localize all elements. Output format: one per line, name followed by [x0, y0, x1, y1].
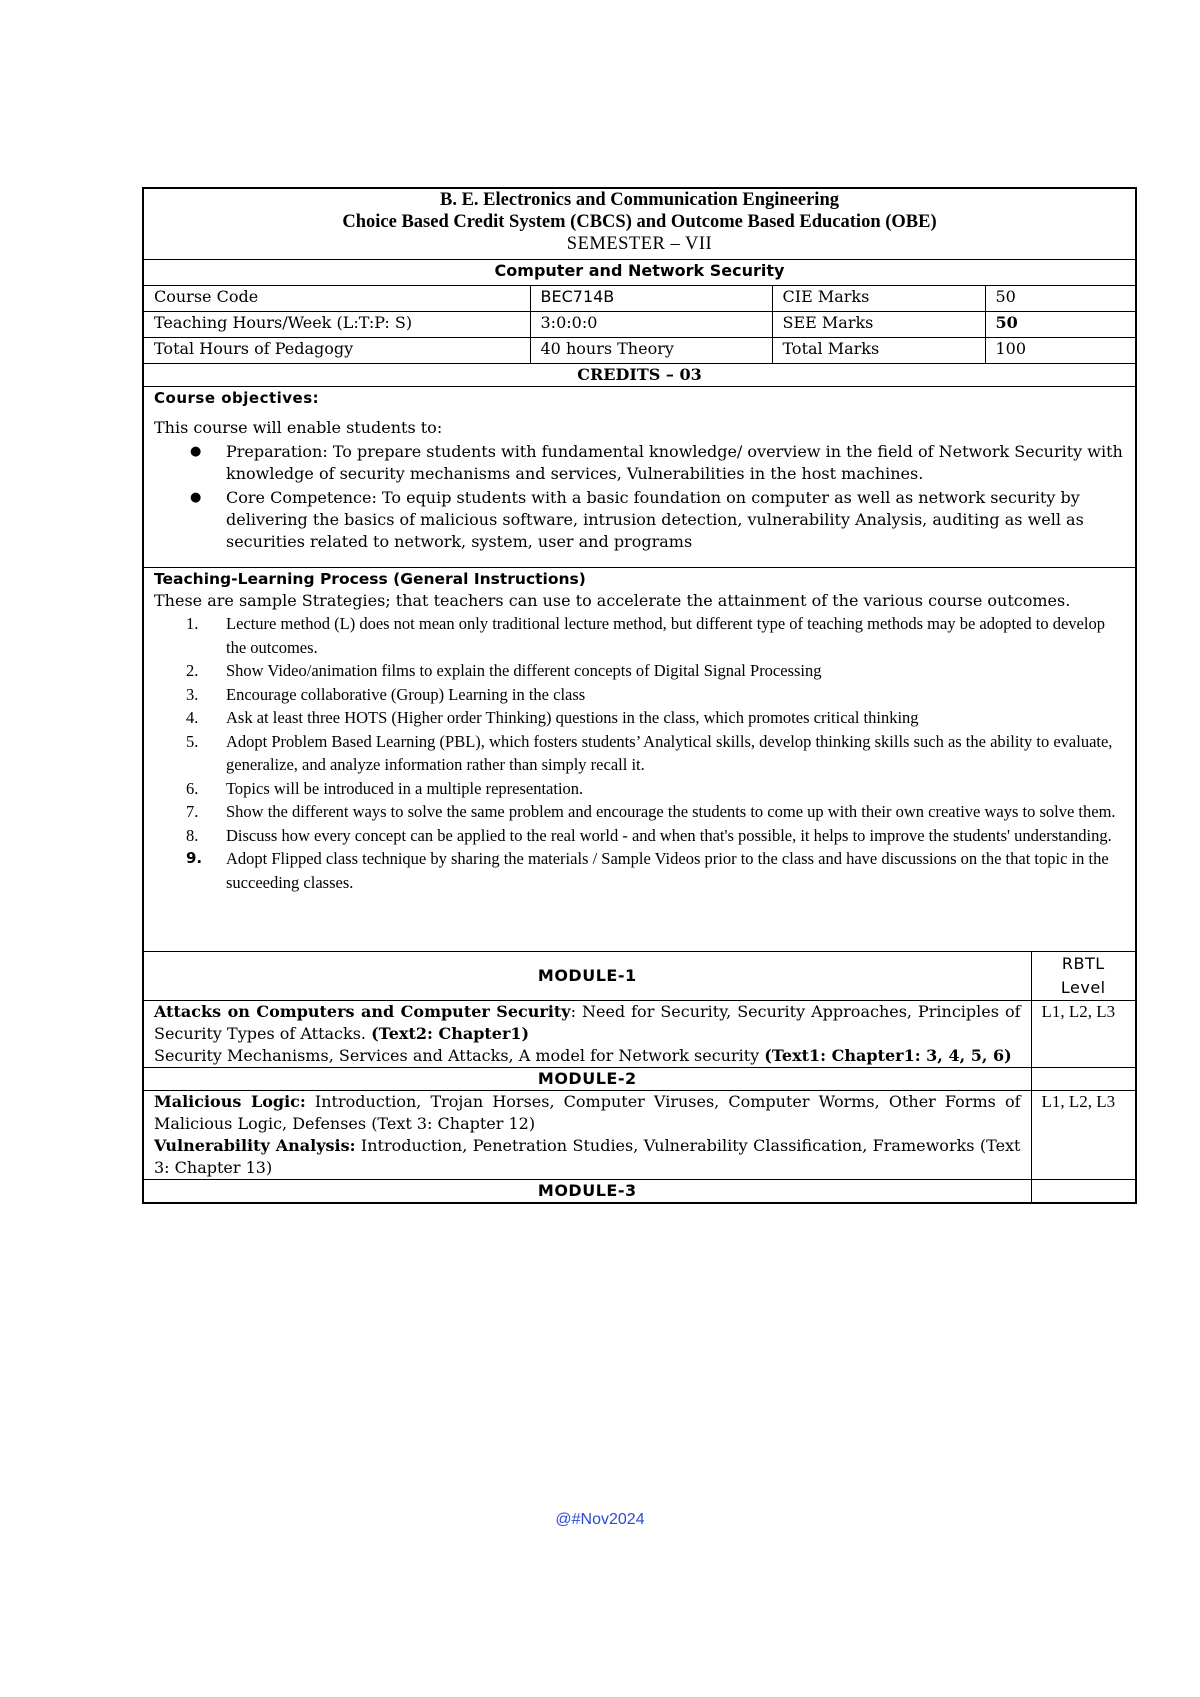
info-value2: 50 — [985, 286, 1136, 312]
item-text: Adopt Flipped class technique by sharing the materials / Sample Videos prior to the class and have discussions on the that topic in the succeeding classes. — [226, 849, 1109, 892]
teaching-item — [186, 706, 1125, 730]
module-1-title: MODULE-1 — [143, 952, 1031, 1001]
item-text: Show Video/animation films to explain the different concepts of Digital Signal Processing — [226, 661, 822, 680]
info-label: Teaching Hours/Week (L:T:P: S) — [143, 312, 530, 338]
info-label2: CIE Marks — [772, 286, 985, 312]
program-header — [143, 188, 1136, 260]
item-number: 3. — [186, 684, 199, 704]
info-value: BEC714B — [530, 286, 772, 312]
item-number: 2. — [186, 661, 199, 680]
teaching-section — [143, 568, 1136, 952]
item-text: Encourage collaborative (Group) Learning in the class — [226, 684, 586, 704]
module-2-topic2: Vulnerability Analysis: — [154, 1136, 356, 1155]
scheme-title: Choice Based Credit System (CBCS) and Outcome Based Education (OBE) — [342, 212, 937, 232]
info-label2: Total Marks — [772, 338, 985, 364]
teaching-item — [186, 683, 1125, 707]
item-text: Discuss how every concept can be applied to the real world - and when that's possible, it helps to improve the students' understanding. — [226, 825, 1112, 845]
credits: CREDITS – 03 — [143, 364, 1136, 387]
module-3-level-empty — [1031, 1180, 1136, 1204]
module-2-topic: Malicious Logic: — [154, 1092, 306, 1111]
objective-item: ● Preparation: To prepare students with fundamental knowledge/ overview in the field of Network Security with knowledge of security mechanisms and services, Vulnerabilities in the host machines. — [226, 441, 1125, 485]
item-text: Show the different ways to solve the same problem and encourage the students to come up with their own creative ways to solve them. — [226, 802, 1116, 821]
rbtl-level-header: RBTL Level — [1031, 952, 1136, 1001]
item-number: 7. — [186, 802, 199, 821]
teaching-item — [186, 824, 1125, 848]
objectives-section — [143, 387, 1136, 568]
item-number: 6. — [186, 778, 199, 798]
module-2-content — [143, 1091, 1031, 1180]
item-number: 5. — [186, 731, 199, 751]
module-2-level: L1, L2, L3 — [1031, 1091, 1136, 1180]
info-value2: 50 — [985, 312, 1136, 338]
semester-title: SEMESTER – VII — [566, 234, 713, 254]
course-title-row — [143, 260, 1136, 286]
module-1-ref: (Text2: Chapter1) — [371, 1024, 530, 1043]
module-2-level-empty — [1031, 1068, 1136, 1091]
teaching-item — [186, 730, 1125, 777]
info-value: 40 hours Theory — [530, 338, 772, 364]
item-number: 1. — [186, 614, 199, 633]
credits-row — [143, 364, 1136, 387]
module-1-level: L1, L2, L3 — [1031, 1001, 1136, 1068]
module-2-text2: Introduction, Penetration Studies, Vulnerability Classification, Frameworks (Text 3: Chapter 13) — [154, 1136, 1021, 1177]
module-3-title: MODULE-3 — [143, 1180, 1031, 1204]
info-row — [143, 338, 1136, 364]
teaching-item — [186, 659, 1125, 683]
info-label: Course Code — [143, 286, 530, 312]
module-2-text: Introduction, Trojan Horses, Computer Viruses, Computer Worms, Other Forms of Malicious Logic, Defenses (Text 3: Chapter 12) — [154, 1092, 1021, 1133]
item-text: Topics will be introduced in a multiple representation. — [226, 778, 584, 798]
module-1-text2: Security Mechanisms, Services and Attacks, A model for Network security — [154, 1046, 765, 1065]
objective-item: ● Core Competence: To equip students with a basic foundation on computer as well as network security by delivering the basics of malicious software, intrusion detection, vulnerability Analysis, auditing as well as securities related to network, system, user and programs — [226, 487, 1125, 553]
module-1-topic: Attacks on Computers and Computer Security — [154, 1002, 571, 1021]
info-row — [143, 286, 1136, 312]
teaching-item — [186, 847, 1125, 894]
footer-tag: @#Nov2024 — [555, 1511, 645, 1528]
objectives-list — [154, 441, 1125, 553]
objectives-intro: This course will enable students to: — [154, 418, 443, 437]
teaching-list — [154, 612, 1125, 894]
item-number: 9. — [186, 849, 203, 867]
module-2-title: MODULE-2 — [143, 1068, 1031, 1091]
module-2-content-row — [143, 1091, 1136, 1180]
course-title: Computer and Network Security — [143, 260, 1136, 286]
program-title: B. E. Electronics and Communication Engineering — [440, 190, 839, 210]
module-1-text: : Need for Security, Security Approaches, Principles of Security Types of Attacks. — [154, 1002, 1021, 1043]
info-row — [143, 312, 1136, 338]
syllabus-table — [142, 187, 1137, 1204]
item-text: Lecture method (L) does not mean only traditional lecture method, but different type of teaching methods may be adopted to develop the outcomes. — [226, 614, 1105, 657]
item-text: Adopt Problem Based Learning (PBL), which fosters students’ Analytical skills, develop thinking skills such as the ability to evaluate, generalize, and analyze information rather than simply recall it. — [226, 731, 1113, 774]
module-1-header-row — [143, 952, 1136, 1001]
item-number: 8. — [186, 825, 199, 845]
module-3-header-row — [143, 1180, 1136, 1204]
module-1-ref2: (Text1: Chapter1: 3, 4, 5, 6) — [764, 1046, 1012, 1065]
objectives-title: Course objectives: — [154, 389, 320, 407]
teaching-intro: These are sample Strategies; that teachers can use to accelerate the attainment of the various course outcomes. — [154, 591, 1071, 610]
module-1-content-row — [143, 1001, 1136, 1068]
info-value: 3:0:0:0 — [530, 312, 772, 338]
teaching-item — [186, 777, 1125, 801]
item-number: 4. — [186, 708, 199, 727]
teaching-title: Teaching-Learning Process (General Instructions) — [154, 570, 586, 588]
info-label: Total Hours of Pedagogy — [143, 338, 530, 364]
module-2-header-row — [143, 1068, 1136, 1091]
info-value2: 100 — [985, 338, 1136, 364]
teaching-item — [186, 800, 1125, 824]
teaching-item — [186, 612, 1125, 659]
info-label2: SEE Marks — [772, 312, 985, 338]
item-text: Ask at least three HOTS (Higher order Thinking) questions in the class, which promotes critical thinking — [226, 708, 919, 727]
module-1-content — [143, 1001, 1031, 1068]
